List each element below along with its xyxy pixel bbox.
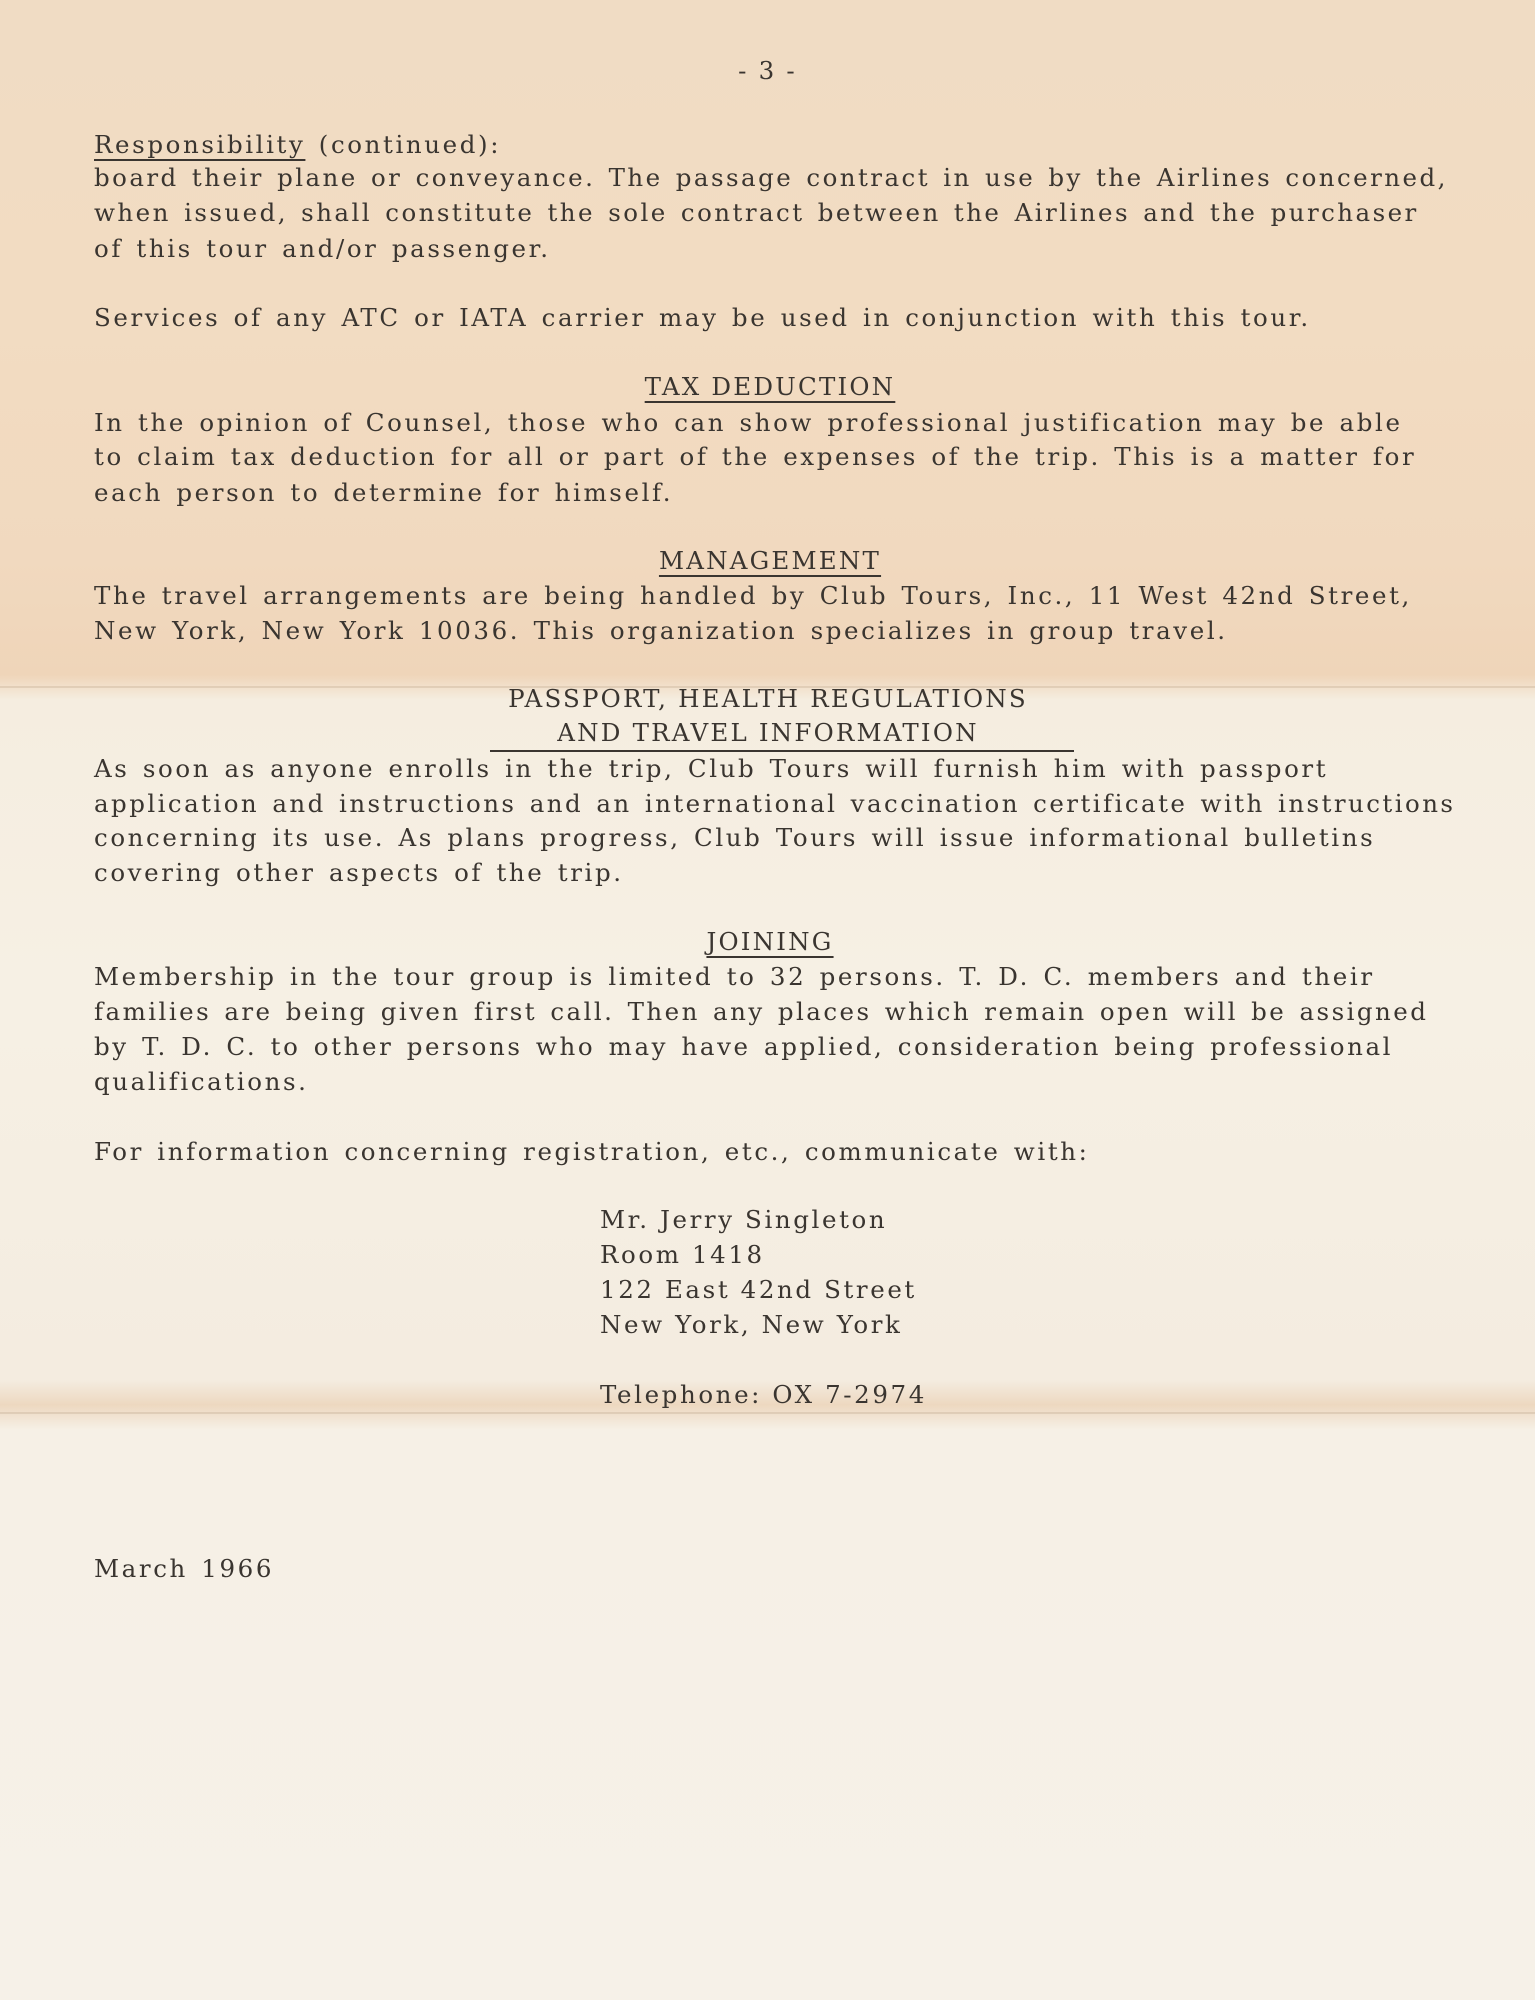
passport-heading-underline <box>490 750 1074 752</box>
passport-heading-line-1: PASSPORT, HEALTH REGULATIONS <box>508 684 1028 713</box>
responsibility-heading-line <box>94 130 501 160</box>
contact-telephone: Telephone: OX 7-2974 <box>600 1380 927 1409</box>
responsibility-heading: Responsibility <box>94 130 306 159</box>
contact-intro: For information concerning registration, etc., communicate with: <box>94 1137 1090 1166</box>
passport-heading-line-2: AND TRAVEL INFORMATION <box>557 718 979 747</box>
tax-line-2: to claim tax deduction for all or part of the expenses of the trip. This is a matter for <box>94 442 1417 471</box>
document-date: March 1966 <box>94 1554 275 1583</box>
joining-heading: JOINING <box>706 927 834 956</box>
fold-crease-lower <box>0 1412 1535 1414</box>
management-heading: MANAGEMENT <box>658 546 882 575</box>
tax-line-3: each person to determine for himself. <box>94 478 674 507</box>
joining-line-1: Membership in the tour group is limited to 32 persons. T. D. C. members and their <box>94 962 1375 991</box>
contact-name: Mr. Jerry Singleton <box>600 1205 888 1234</box>
responsibility-line-2: when issued, shall constitute the sole contract between the Airlines and the purchaser <box>94 198 1419 227</box>
carrier-note: Services of any ATC or IATA carrier may be used in conjunction with this tour. <box>94 303 1311 332</box>
responsibility-line-1: board their plane or conveyance. The passage contract in use by the Airlines concerned, <box>94 163 1448 192</box>
responsibility-heading-suffix: (continued): <box>305 130 502 159</box>
page-number: - 3 - <box>738 56 797 85</box>
management-line-1: The travel arrangements are being handled by Club Tours, Inc., 11 West 42nd Street, <box>94 581 1412 610</box>
passport-line-4: covering other aspects of the trip. <box>94 858 624 887</box>
joining-line-2: families are being given first call. Then any places which remain open will be assigned <box>94 997 1429 1026</box>
tax-line-1: In the opinion of Counsel, those who can show professional justification may be able <box>94 408 1403 437</box>
management-line-2: New York, New York 10036. This organization specializes in group travel. <box>94 616 1228 645</box>
responsibility-line-3: of this tour and/or passenger. <box>94 234 551 263</box>
passport-line-1: As soon as anyone enrolls in the trip, Club Tours will furnish him with passport <box>94 754 1329 783</box>
passport-line-2: application and instructions and an international vaccination certificate with instructions <box>94 789 1456 818</box>
tax-deduction-heading: TAX DEDUCTION <box>644 372 896 401</box>
contact-street: 122 East 42nd Street <box>600 1275 917 1304</box>
passport-line-3: concerning its use. As plans progress, Club Tours will issue informational bulletins <box>94 823 1376 852</box>
contact-city: New York, New York <box>600 1310 903 1339</box>
joining-line-3: by T. D. C. to other persons who may have applied, consideration being professional <box>94 1032 1394 1061</box>
joining-line-4: qualifications. <box>94 1067 309 1096</box>
contact-room: Room 1418 <box>600 1240 765 1269</box>
